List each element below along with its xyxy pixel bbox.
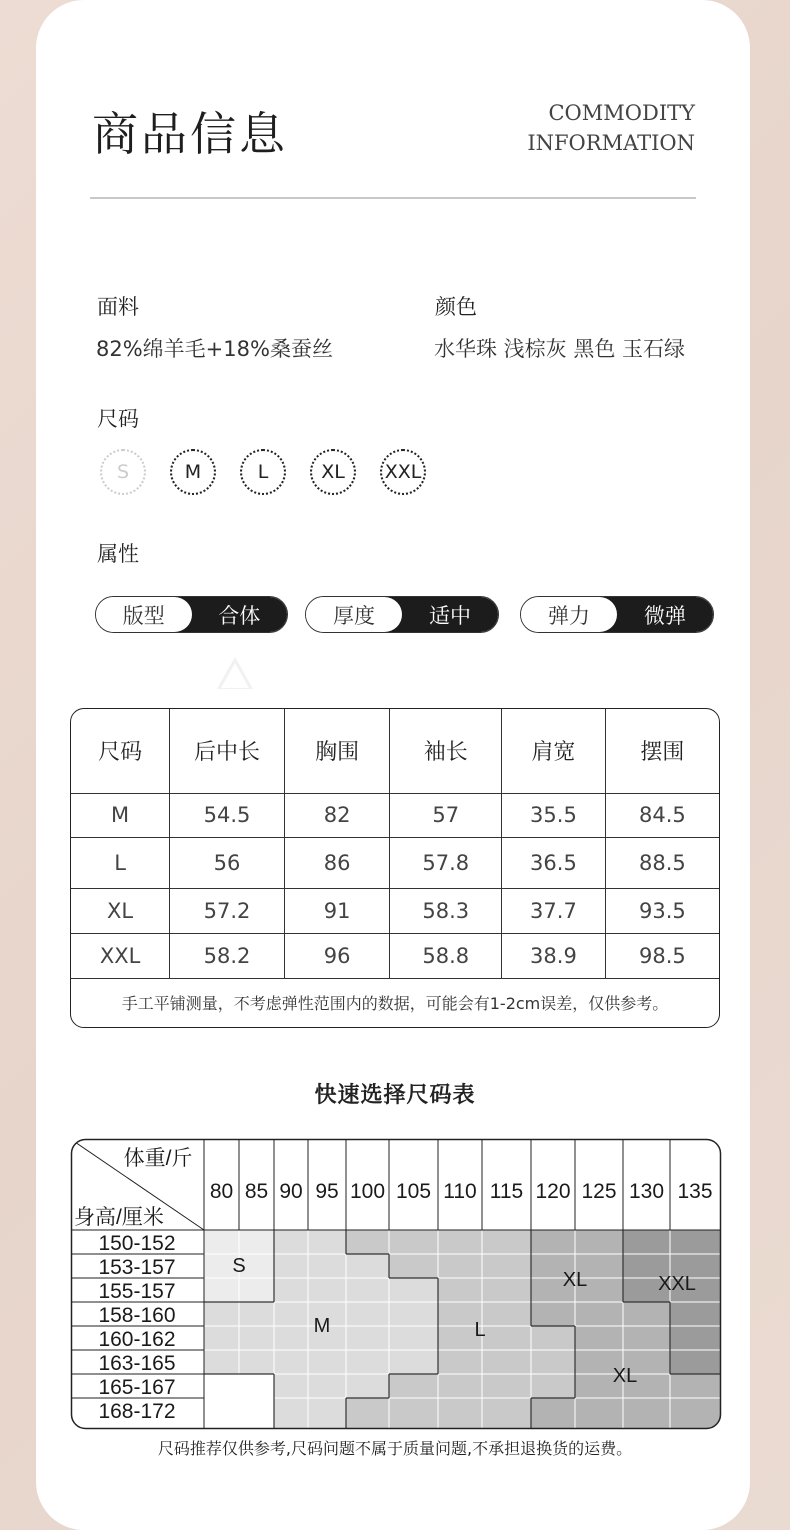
table-cell: L — [71, 837, 170, 888]
attribute-fit-value: 合体 — [174, 597, 288, 632]
size-cell — [308, 1350, 346, 1374]
height-tick-label: 165-167 — [98, 1376, 176, 1399]
attribute-elasticity — [520, 596, 714, 633]
quick-chart-title: 快速选择尺码表 — [314, 1083, 476, 1108]
spec-header: 后中长 — [170, 709, 285, 793]
size-cell — [204, 1302, 239, 1326]
table-cell: XXL — [71, 933, 170, 978]
size-cell — [274, 1326, 308, 1350]
size-cell — [389, 1254, 438, 1278]
size-cell — [274, 1302, 308, 1326]
height-tick-label: 150-152 — [98, 1232, 176, 1255]
size-cell — [389, 1230, 438, 1254]
size-cell — [438, 1374, 482, 1398]
size-cell — [482, 1254, 531, 1278]
color-label: 颜色 — [435, 295, 477, 319]
size-cell — [346, 1254, 389, 1278]
weight-tick-label: 105 — [395, 1180, 432, 1203]
size-cell — [204, 1230, 239, 1254]
size-cell — [482, 1230, 531, 1254]
size-cell — [274, 1278, 308, 1302]
spec-header: 袖长 — [390, 709, 502, 793]
size-option-xxl[interactable]: XXL — [380, 449, 426, 495]
size-cell — [204, 1398, 239, 1428]
weight-axis-label: 体重/斤 — [123, 1147, 193, 1170]
table-cell: 37.7 — [502, 888, 606, 933]
attributes-label: 属性 — [97, 542, 139, 566]
table-cell: 36.5 — [502, 837, 606, 888]
size-cell — [274, 1398, 308, 1428]
size-label: 尺码 — [97, 407, 139, 431]
size-cell — [239, 1302, 274, 1326]
size-cell — [346, 1278, 389, 1302]
spec-header: 尺码 — [71, 709, 170, 793]
table-cell: 35.5 — [502, 793, 606, 837]
size-cell — [482, 1302, 531, 1326]
size-cell — [239, 1350, 274, 1374]
size-options — [100, 449, 426, 495]
table-cell: 88.5 — [605, 837, 719, 888]
size-cell — [308, 1278, 346, 1302]
size-cell — [204, 1350, 239, 1374]
size-cell — [670, 1230, 720, 1254]
size-cell — [670, 1374, 720, 1398]
spec-header: 摆围 — [605, 709, 719, 793]
size-cell — [204, 1326, 239, 1350]
size-cell — [346, 1398, 389, 1428]
region-label: XL — [612, 1365, 638, 1387]
table-cell: 84.5 — [605, 793, 719, 837]
weight-tick-label: 115 — [489, 1180, 524, 1203]
size-cell — [389, 1398, 438, 1428]
size-cell — [389, 1326, 438, 1350]
size-cell — [531, 1302, 575, 1326]
size-cell — [670, 1350, 720, 1374]
table-cell: 91 — [284, 888, 390, 933]
size-cell — [438, 1398, 482, 1428]
triangle-marker-inner — [221, 663, 249, 688]
height-tick-label: 155-157 — [98, 1280, 176, 1303]
size-cell — [239, 1278, 274, 1302]
size-cell — [575, 1302, 623, 1326]
size-cell — [308, 1398, 346, 1428]
region-label: S — [232, 1255, 246, 1277]
size-option-xl[interactable]: XL — [310, 449, 356, 495]
size-cell — [346, 1326, 389, 1350]
region-label: M — [313, 1315, 331, 1337]
size-cell — [346, 1230, 389, 1254]
page-title: 商品信息 — [92, 107, 288, 161]
weight-tick-label: 120 — [535, 1180, 571, 1203]
table-cell: 93.5 — [605, 888, 719, 933]
size-cell — [482, 1326, 531, 1350]
size-cell — [531, 1350, 575, 1374]
table-cell: 54.5 — [170, 793, 285, 837]
weight-tick-label: 80 — [209, 1180, 234, 1203]
attribute-thickness-value: 适中 — [384, 597, 498, 632]
attribute-thickness — [305, 596, 499, 633]
table-cell: 56 — [170, 837, 285, 888]
size-cell — [204, 1278, 239, 1302]
table-cell: 38.9 — [502, 933, 606, 978]
size-cell — [670, 1326, 720, 1350]
spec-header: 胸围 — [284, 709, 390, 793]
weight-tick-label: 90 — [279, 1180, 303, 1203]
size-cell — [438, 1254, 482, 1278]
spec-table-note: 手工平铺测量，不考虑弹性范围内的数据，可能会有1-2cm误差，仅供参考。 — [121, 993, 669, 1013]
size-cell — [482, 1278, 531, 1302]
title-en-line2: INFORMATION — [527, 131, 695, 155]
spec-header: 肩宽 — [502, 709, 606, 793]
region-label: L — [474, 1319, 486, 1341]
table-cell: 58.8 — [390, 933, 502, 978]
table-cell: 58.2 — [170, 933, 285, 978]
color-value: 水华珠 浅棕灰 黑色 玉石绿 — [434, 337, 686, 361]
table-row — [71, 933, 719, 978]
size-option-s[interactable]: S — [100, 449, 146, 495]
size-cell — [438, 1350, 482, 1374]
height-axis-label: 身高/厘米 — [74, 1206, 164, 1229]
attribute-fit — [95, 596, 288, 633]
attribute-elasticity-value: 微弹 — [599, 597, 713, 632]
size-cell — [623, 1230, 670, 1254]
table-cell: XL — [71, 888, 170, 933]
weight-tick-label: 110 — [443, 1180, 477, 1203]
footer-note: 尺码推荐仅供参考,尺码问题不属于质量问题,不承担退换货的运费。 — [157, 1439, 633, 1458]
size-cell — [239, 1374, 274, 1398]
size-cell — [274, 1230, 308, 1254]
height-tick-label: 160-162 — [98, 1328, 176, 1351]
size-cell — [575, 1326, 623, 1350]
table-cell: 57.2 — [170, 888, 285, 933]
table-cell: 82 — [284, 793, 390, 837]
weight-tick-label: 130 — [628, 1180, 665, 1203]
size-cell — [389, 1278, 438, 1302]
table-cell: M — [71, 793, 170, 837]
weight-tick-label: 85 — [244, 1180, 269, 1203]
size-cell — [346, 1374, 389, 1398]
size-cell — [239, 1398, 274, 1428]
height-tick-label: 168-172 — [98, 1400, 176, 1423]
weight-tick-label: 135 — [677, 1180, 713, 1203]
size-cell — [204, 1374, 239, 1398]
size-cell — [482, 1398, 531, 1428]
table-cell: 86 — [284, 837, 390, 888]
weight-tick-label: 125 — [581, 1180, 617, 1203]
fabric-label: 面料 — [97, 295, 139, 319]
size-option-l[interactable]: L — [240, 449, 286, 495]
spec-header-row — [71, 709, 719, 793]
size-cell — [623, 1326, 670, 1350]
size-cell — [389, 1350, 438, 1374]
size-cell — [346, 1350, 389, 1374]
attribute-elasticity-name: 弹力 — [521, 597, 617, 632]
attribute-thickness-name: 厚度 — [306, 597, 402, 632]
table-row — [71, 793, 719, 837]
size-spec-table — [70, 708, 720, 1028]
size-cell — [623, 1302, 670, 1326]
quick-size-chart — [70, 1138, 722, 1430]
size-cell — [575, 1230, 623, 1254]
size-cell — [389, 1302, 438, 1326]
size-cell — [670, 1398, 720, 1428]
height-tick-label: 153-157 — [98, 1256, 176, 1279]
size-cell — [274, 1374, 308, 1398]
height-tick-label: 163-165 — [98, 1352, 176, 1375]
height-tick-label: 158-160 — [98, 1304, 176, 1327]
size-cell — [670, 1302, 720, 1326]
size-cell — [308, 1230, 346, 1254]
size-cell — [531, 1398, 575, 1428]
table-row — [71, 837, 719, 888]
size-cell — [438, 1230, 482, 1254]
size-cell — [308, 1374, 346, 1398]
size-cell — [274, 1350, 308, 1374]
size-cell — [346, 1302, 389, 1326]
fabric-value: 82%绵羊毛+18%桑蚕丝 — [96, 337, 333, 361]
size-cell — [482, 1374, 531, 1398]
table-cell: 96 — [284, 933, 390, 978]
region-label: XL — [562, 1269, 588, 1291]
table-cell: 57 — [390, 793, 502, 837]
size-cell — [482, 1350, 531, 1374]
table-cell: 58.3 — [390, 888, 502, 933]
size-cell — [308, 1254, 346, 1278]
size-cell — [274, 1254, 308, 1278]
title-en-line1: COMMODITY — [548, 101, 695, 125]
size-cell — [531, 1326, 575, 1350]
divider — [90, 197, 696, 199]
size-cell — [623, 1398, 670, 1428]
table-cell: 98.5 — [605, 933, 719, 978]
size-cell — [531, 1374, 575, 1398]
attribute-fit-name: 版型 — [96, 597, 192, 632]
table-row — [71, 888, 719, 933]
region-label: XXL — [658, 1273, 696, 1295]
size-cell — [575, 1398, 623, 1428]
table-cell: 57.8 — [390, 837, 502, 888]
page-title-english — [527, 98, 695, 158]
size-cell — [389, 1374, 438, 1398]
size-cell — [438, 1278, 482, 1302]
weight-tick-label: 100 — [349, 1180, 386, 1203]
size-cell — [239, 1230, 274, 1254]
weight-tick-label: 95 — [315, 1180, 339, 1203]
size-cell — [531, 1230, 575, 1254]
size-cell — [239, 1326, 274, 1350]
size-option-m[interactable]: M — [170, 449, 216, 495]
